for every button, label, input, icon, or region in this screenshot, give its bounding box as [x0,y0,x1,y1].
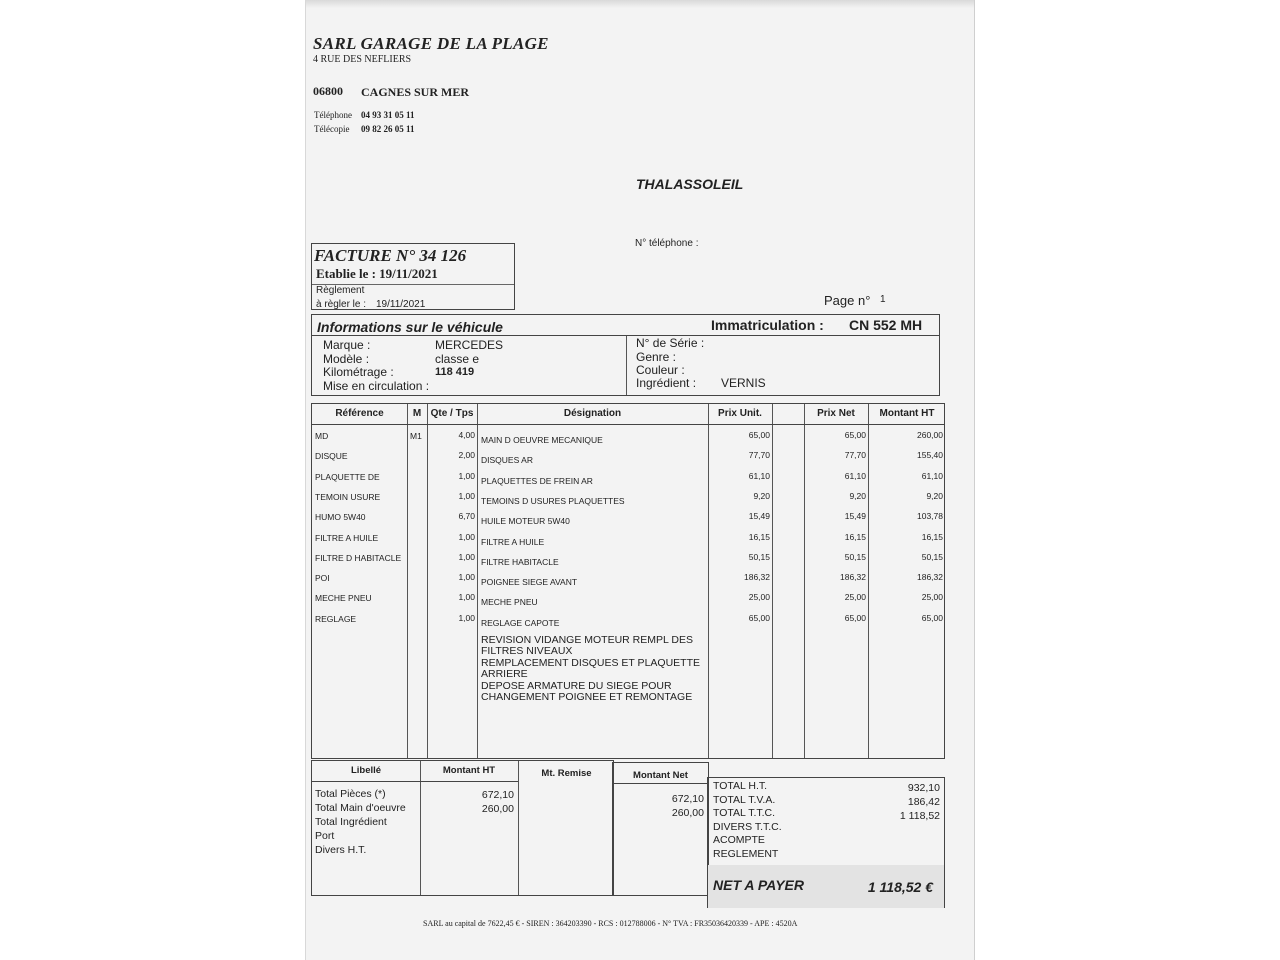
total-ttc-label: TOTAL T.T.C. [713,807,776,819]
legal-footer: SARL au capital de 7622,45 € - SIREN : 364203390 - RCS : 012788006 - N° TVA : FR35036420339 - APE : 4520A [423,919,798,928]
vehicle-info-box [311,314,940,396]
remark-line: ARRIERE [481,667,528,680]
cell-reference: FILTRE A HUILE [315,532,379,543]
items-table [311,403,945,759]
header-montant-net: Montant Net [633,770,688,781]
cell-qte: 1,00 [458,490,475,501]
column-divider [772,404,773,758]
remark-line: DEPOSE ARMATURE DU SIEGE POUR [481,680,672,693]
cell-reference: REGLAGE [315,613,357,624]
modele-label: Modèle : [323,352,370,366]
cell-designation: MAIN D OEUVRE MECANIQUE [481,435,603,445]
invoice-page [305,0,975,960]
due-date: 19/11/2021 [376,299,426,310]
header-prix-unit: Prix Unit. [718,408,762,419]
marque-value: MERCEDES [435,338,504,352]
totals-table [311,760,614,896]
cell-reference: POI [315,573,330,584]
due-label: à règler le : [316,299,367,310]
column-divider [518,761,519,895]
remark-line: REMPLACEMENT DISQUES ET PLAQUETTE [481,657,700,670]
invoice-number: FACTURE N° 34 126 [314,246,467,265]
column-divider [477,404,478,758]
header-divider [613,783,708,784]
genre-label: Genre : [636,350,677,364]
cell-prix-net: 65,00 [844,430,866,440]
cell-prix-unit: 77,70 [748,450,770,461]
cell-reference: FILTRE D HABITACLE [315,552,402,563]
cell-qte: 1,00 [458,470,475,481]
ingredient-value: VERNIS [721,376,766,390]
cell-designation: HUILE MOTEUR 5W40 [481,516,570,527]
cell-reference: MECHE PNEU [315,593,372,604]
client-name: THALASSOLEIL [636,176,744,192]
cell-designation: DISQUES AR [481,455,533,466]
cell-qte: 6,70 [458,511,475,522]
page-top-edge [306,0,975,8]
mo-label: Total Main d'oeuvre [315,802,406,814]
company-name: SARL GARAGE DE LA PLAGE [313,34,549,53]
cell-prix-unit: 50,15 [748,551,770,562]
header-montant-ht: Montant HT [442,765,496,776]
cell-qte: 1,00 [458,572,475,583]
company-city: CAGNES SUR MER [361,85,470,99]
mo-ht: 260,00 [481,803,514,815]
cell-prix-net: 77,70 [844,450,866,461]
cell-montant-ht: 65,00 [921,612,943,623]
cell-reference: DISQUE [315,451,348,462]
total-ttc-value: 1 118,52 [899,810,940,822]
acompte-label: ACOMPTE [713,834,765,846]
cell-prix-unit: 65,00 [748,612,770,623]
cell-montant-ht: 9,20 [926,490,943,501]
cell-prix-net: 25,00 [844,592,866,603]
cell-montant-ht: 50,15 [921,551,943,562]
cell-montant-ht: 61,10 [921,470,943,481]
company-zip: 06800 [313,84,343,98]
modele-value: classe e [435,352,480,366]
total-tva-value: 186,42 [907,796,940,808]
header-divider [312,424,944,425]
cell-prix-net: 15,49 [844,511,866,522]
cell-reference: MD [315,431,329,441]
ingredient-label: Ingrédient : [636,376,697,390]
km-value: 118 419 [435,366,475,378]
page-number: 1 [880,294,886,305]
cell-montant-ht: 103,78 [917,511,943,522]
header-remise: Mt. Remise [541,768,592,779]
divers-ttc-label: DIVERS T.T.C. [713,821,782,833]
cell-reference: HUMO 5W40 [315,512,366,523]
cell-designation: MECHE PNEU [481,597,538,608]
divider [626,336,627,395]
cell-prix-unit: 9,20 [753,490,770,501]
net-value: 1 118,52 € [867,879,933,895]
cell-designation: POIGNEE SIEGE AVANT [481,577,578,588]
header-divider [312,781,518,782]
remarks [481,635,700,703]
remark-line: REVISION VIDANGE MOTEUR REMPL DES [481,634,693,646]
cell-m: M1 [410,431,422,441]
pieces-net: 672,10 [671,793,704,805]
cell-prix-unit: 61,10 [748,470,770,481]
total-ht-label: TOTAL H.T. [713,780,768,792]
cell-qte: 1,00 [458,531,475,542]
header-qte: Qte / Tps [430,408,474,419]
cell-prix-net: 9,20 [849,490,866,501]
cell-montant-ht: 155,40 [917,450,943,461]
pieces-label: Total Pièces (*) [315,788,386,800]
cell-montant-ht: 186,32 [917,572,943,583]
summary-box [707,777,945,908]
ingredient-total-label: Total Ingrédient [315,816,387,828]
km-label: Kilométrage : [323,365,394,379]
remark-line: FILTRES NIVEAUX [481,644,573,657]
cell-prix-net: 16,15 [844,531,866,542]
total-ht-value: 932,10 [907,782,940,794]
cell-qte: 1,00 [458,592,475,603]
header-reference: Référence [335,408,384,419]
header-m: M [412,408,422,419]
phone-label: Téléphone [314,110,352,120]
reglement-total-label: REGLEMENT [713,848,779,860]
header-prix-net: Prix Net [817,408,855,419]
phone-value: 04 93 31 05 11 [361,110,415,120]
cell-qte: 1,00 [458,612,475,623]
couleur-label: Couleur : [636,363,685,377]
cell-designation: REGLAGE CAPOTE [481,617,560,628]
page-label: Page n° [824,293,871,308]
header-libelle: Libellé [350,765,382,776]
total-tva-label: TOTAL T.V.A. [713,794,776,806]
header-montant-ht: Montant HT [879,408,935,419]
header-designation: Désignation [563,408,622,419]
fax-value: 09 82 26 05 11 [361,124,415,134]
cell-reference: TEMOIN USURE [315,491,381,502]
vehicle-title: Informations sur le véhicule [317,319,503,335]
client-phone-label: N° téléphone : [635,238,699,249]
cell-qte: 2,00 [458,450,475,461]
cell-qte: 1,00 [458,551,475,562]
cell-prix-unit: 15,49 [748,511,770,522]
immat-value: CN 552 MH [849,317,923,333]
column-divider [407,404,408,758]
divers-label: Divers H.T. [315,844,367,856]
cell-montant-ht: 16,15 [921,531,943,542]
invoice-info-box [311,243,515,310]
remark-line: CHANGEMENT POIGNEE ET REMONTAGE [481,690,693,703]
cell-reference: PLAQUETTE DE [315,471,380,482]
company-street: 4 RUE DES NEFLIERS [313,54,412,65]
circulation-label: Mise en circulation : [323,379,430,393]
cell-montant-ht: 25,00 [921,592,943,603]
montant-net-column [612,762,709,896]
cell-prix-net: 186,32 [840,572,866,583]
cell-qte: 4,00 [458,430,475,440]
cell-designation: FILTRE HABITACLE [481,556,559,567]
invoice-date: Etablie le : 19/11/2021 [316,266,438,281]
cell-prix-net: 65,00 [844,612,866,623]
cell-prix-unit: 65,00 [748,430,770,440]
port-label: Port [315,830,335,842]
cell-prix-unit: 16,15 [748,531,770,542]
cell-prix-net: 61,10 [844,470,866,481]
cell-designation: PLAQUETTES DE FREIN AR [481,475,593,486]
reglement-label: Règlement [316,285,365,296]
net-label: NET A PAYER [713,877,805,893]
cell-designation: TEMOINS D USURES PLAQUETTES [481,495,625,506]
immat-label: Immatriculation : [711,317,824,333]
vehicle-header [312,315,939,336]
background [0,0,305,960]
pieces-ht: 672,10 [481,789,514,801]
marque-label: Marque : [323,338,371,352]
mo-net: 260,00 [671,807,704,819]
cell-montant-ht: 260,00 [917,430,943,440]
cell-designation: FILTRE A HUILE [481,536,545,547]
cell-prix-net: 50,15 [844,551,866,562]
serie-label: N° de Série : [636,336,705,350]
cell-prix-unit: 25,00 [748,592,770,603]
fax-label: Télécopie [314,124,350,134]
cell-prix-unit: 186,32 [744,572,770,583]
